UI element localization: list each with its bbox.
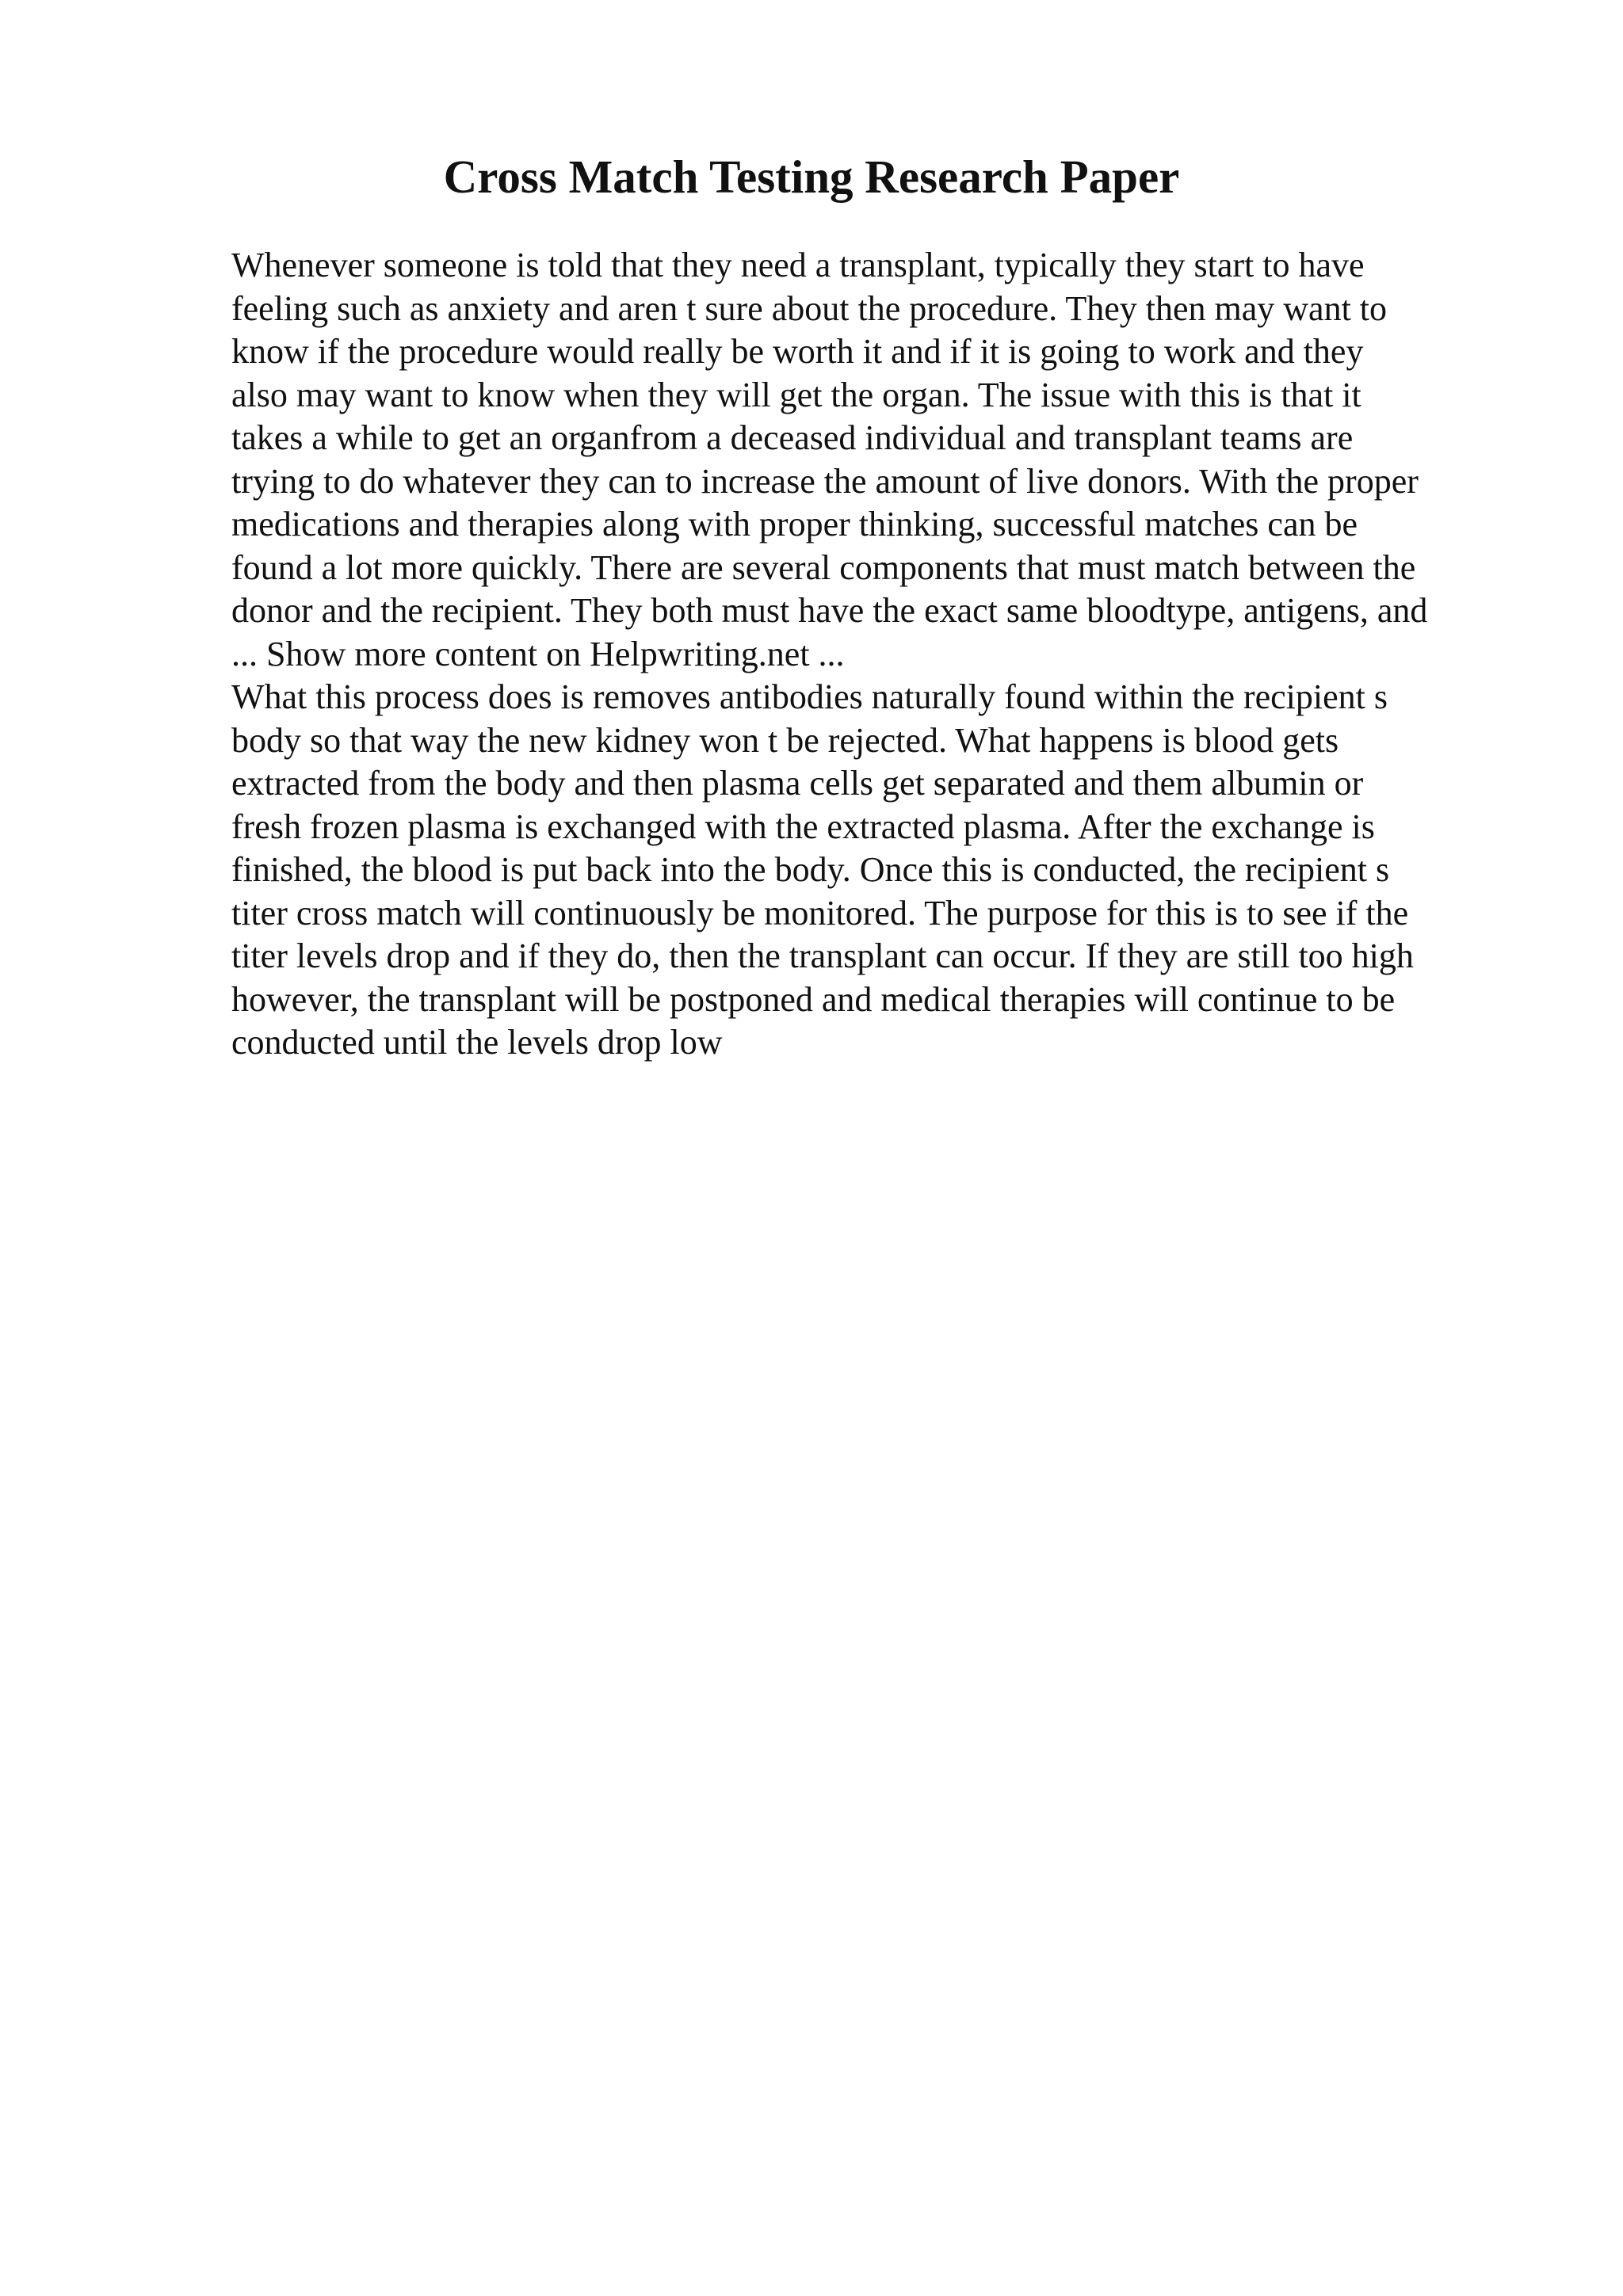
document-body: [231, 244, 1531, 1065]
body-line: body so that way the new kidney won t be rejected. What happens is blood gets: [231, 720, 1339, 760]
body-line: also may want to know when they will get the organ. The issue with this is that it: [231, 375, 1361, 414]
body-line: takes a while to get an organfrom a deceased individual and transplant teams are: [231, 418, 1354, 457]
body-line: conducted until the levels drop low: [231, 1023, 723, 1062]
body-line: finished, the blood is put back into the body. Once this is conducted, the recipient s: [231, 850, 1390, 889]
body-line: trying to do whatever they can to increase the amount of live donors. With the proper: [231, 461, 1419, 501]
body-line: however, the transplant will be postponed and medical therapies will continue to be: [231, 979, 1396, 1019]
body-line: extracted from the body and then plasma cells get separated and them albumin or: [231, 764, 1364, 803]
show-more-content-link[interactable]: ... Show more content on Helpwriting.net ...: [231, 634, 845, 673]
body-line: Whenever someone is told that they need a transplant, typically they start to have: [231, 246, 1365, 284]
body-line: found a lot more quickly. There are several components that must match between the: [231, 547, 1416, 587]
body-line: donor and the recipient. They both must have the exact same bloodtype, antigens, and: [231, 591, 1428, 630]
body-line: feeling such as anxiety and aren t sure about the procedure. They then may want to: [231, 288, 1388, 328]
body-line: titer levels drop and if they do, then the transplant can occur. If they are still too high: [231, 936, 1414, 975]
body-line: know if the procedure would really be worth it and if it is going to work and they: [231, 332, 1364, 371]
body-line: medications and therapies along with proper thinking, successful matches can be: [231, 505, 1358, 543]
body-line: fresh frozen plasma is exchanged with the extracted plasma. After the exchange is: [231, 807, 1375, 846]
document-title: Cross Match Testing Research Paper: [443, 151, 1180, 203]
body-line: What this process does is removes antibodies naturally found within the recipient s: [231, 677, 1388, 716]
body-line: titer cross match will continuously be monitored. The purpose for this is to see if the: [231, 893, 1409, 933]
